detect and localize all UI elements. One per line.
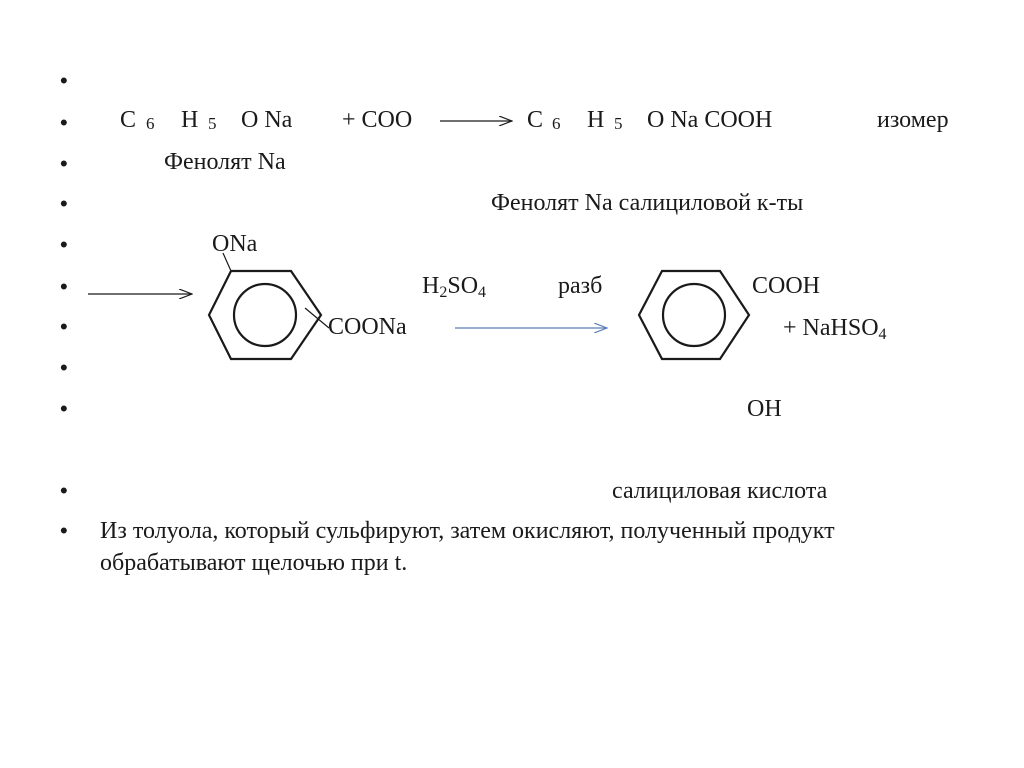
bullet: • — [60, 151, 68, 176]
formula-h: H — [181, 107, 199, 133]
ona-substituent: ONa — [212, 231, 258, 257]
isomer-label: изомер — [877, 107, 949, 133]
cooh-substituent: COOH — [752, 273, 821, 299]
bullet: • — [60, 355, 68, 380]
oh-substituent: OH — [747, 396, 782, 422]
bullet: • — [60, 191, 68, 216]
phenolate-label: Фенолят Na — [164, 149, 286, 175]
nahso4-product: + NaHSO$_4$ — [783, 315, 887, 343]
bullet: • — [60, 232, 68, 257]
product-c-count: 6 — [552, 114, 561, 133]
formula-ona: O Na — [241, 107, 293, 133]
bullet: • — [60, 110, 68, 135]
bullet: • — [60, 68, 68, 93]
salicylic-acid-label: салициловая кислота — [612, 478, 828, 504]
coona-substituent: COONa — [328, 314, 407, 340]
bullet: • — [60, 478, 68, 503]
formula-c-count: 6 — [146, 114, 155, 133]
dilute-label: разб — [558, 273, 603, 299]
bond-ona — [223, 253, 231, 271]
formula-c: C — [120, 107, 137, 133]
product-h-count: 5 — [614, 114, 623, 133]
product-h: H — [587, 107, 605, 133]
bullet: • — [60, 396, 68, 421]
description-paragraph: Из толуола, который сульфируют, затем окисляют, полученный продукт обрабатывают щелочью при t. — [100, 518, 835, 576]
phenolate-salicylic-label: Фенолят Na салициловой к-ты — [491, 190, 804, 216]
formula-h-count: 5 — [208, 114, 217, 133]
product-c: C — [527, 107, 544, 133]
formula-plus-coo: + COO — [342, 107, 413, 133]
benzene-ring-left — [209, 271, 321, 359]
bullet: • — [60, 314, 68, 339]
bullet: • — [60, 518, 68, 543]
benzene-ring-right — [639, 271, 749, 359]
bullet: • — [60, 274, 68, 299]
product-ona-cooh: O Na COOH — [647, 107, 773, 133]
h2so4-reagent: $H_2SO_4$ — [422, 273, 487, 301]
